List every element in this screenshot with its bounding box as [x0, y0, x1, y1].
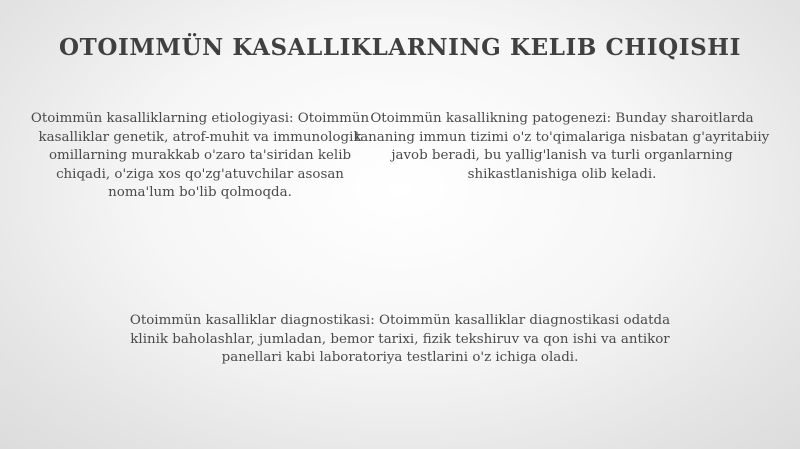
- etiology-text-block: Otoimmün kasalliklarning etiologiyasi: Otoimmün kasalliklar genetik, atrof-muhit va immunologik omillarning murakkab o'zaro ta'siridan kelib chiqadi, o'ziga xos qo'zg'atuvchilar asosan noma'lum bo'lib qolmoqda.: [30, 111, 370, 200]
- pathogenesis-text-block: Otoimmün kasallikning patogenezi: Bunday sharoitlarda tananing immun tizimi o'z to'qimalariga nisbatan g'ayritabiiy javob beradi, bu yallig'lanish va turli organlarning shikastlanishiga olib keladi.: [354, 111, 770, 182]
- slide-title: OTOIMMÜN KASALLIKLARNING KELIB CHIQISHI: [59, 34, 741, 61]
- diagnostics-text-block: Otoimmün kasalliklar diagnostikasi: Otoimmün kasalliklar diagnostikasi odatda klinik baholashlar, jumladan, bemor tarixi, fizik tekshiruv va qon ishi va antikor panellari kabi laboratoriya testlarini o'z ichiga oladi.: [129, 313, 671, 365]
